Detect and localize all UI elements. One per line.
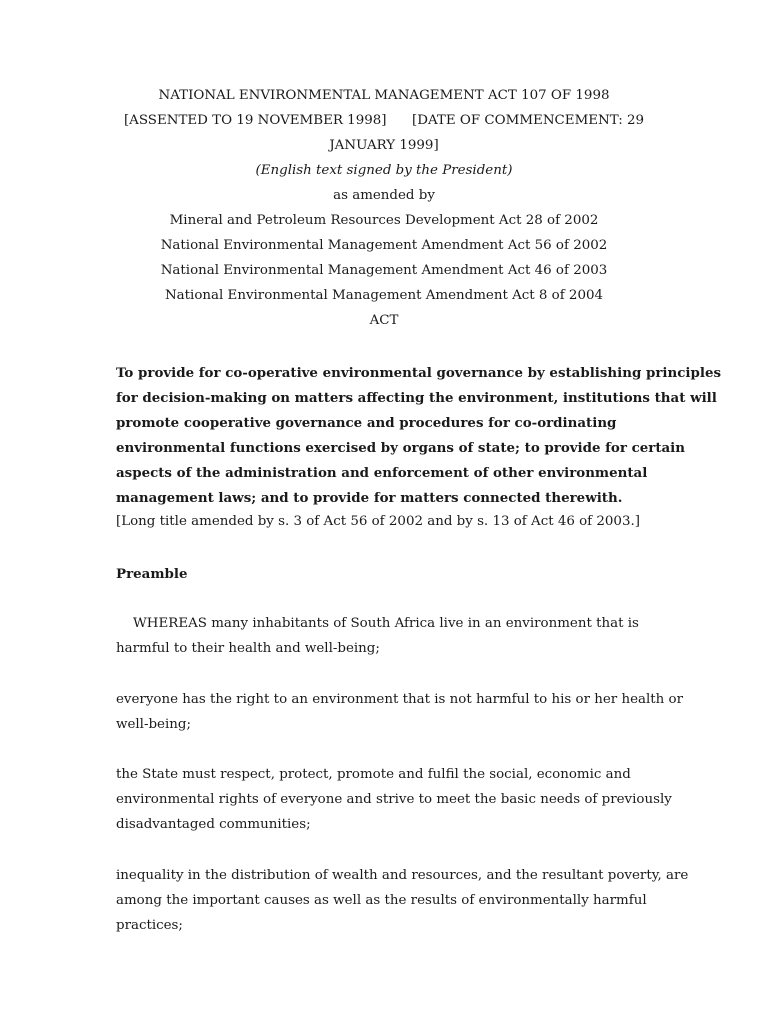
preamble-line: well-being; [116,717,191,732]
long-title-line: promote cooperative governance and procedures for co-ordinating [116,415,617,431]
preamble-line: everyone has the right to an environment that is not harmful to his or her health or [116,692,684,707]
long-title-amendment-note: [Long title amended by s. 3 of Act 56 of 2002 and by s. 13 of Act 46 of 2003.] [116,514,640,529]
act-title: NATIONAL ENVIRONMENTAL MANAGEMENT ACT 107 OF 1998 [158,88,610,103]
amendment-item: Mineral and Petroleum Resources Development Act 28 of 2002 [169,213,599,228]
preamble-line: environmental rights of everyone and strive to meet the basic needs of previously [116,792,672,807]
act-label: ACT [369,313,399,328]
amendment-item: National Environmental Management Amendment Act 8 of 2004 [164,288,604,303]
preamble-line: among the important causes as well as the results of environmentally harmful [116,893,647,908]
amendment-item: National Environmental Management Amendment Act 46 of 2003 [160,263,608,278]
long-title-line: environmental functions exercised by organs of state; to provide for certain [116,440,685,456]
long-title-line: To provide for co-operative environmental governance by establishing principles [116,365,721,381]
long-title-line: management laws; and to provide for matters connected therewith. [116,490,623,506]
preamble-heading: Preamble [116,566,188,582]
preamble-line: harmful to their health and well-being; [116,641,380,656]
preamble-line: the State must respect, protect, promote and fulfil the social, economic and [116,767,631,782]
preamble-line: practices; [116,918,183,933]
preamble-line: WHEREAS many inhabitants of South Africa live in an environment that is [116,616,639,631]
commencement-line: JANUARY 1999] [329,138,439,153]
signed-note: (English text signed by the President) [255,163,513,178]
assent-line: [ASSENTED TO 19 NOVEMBER 1998] [DATE OF COMMENCEMENT: 29 [123,113,645,128]
preamble-line: disadvantaged communities; [116,817,311,832]
preamble-line: inequality in the distribution of wealth and resources, and the resultant poverty, are [116,868,689,883]
amended-by-label: as amended by [333,188,435,203]
amendment-item: National Environmental Management Amendment Act 56 of 2002 [160,238,608,253]
long-title-line: aspects of the administration and enforcement of other environmental [116,465,648,481]
long-title-line: for decision-making on matters affecting the environment, institutions that will [116,390,717,406]
